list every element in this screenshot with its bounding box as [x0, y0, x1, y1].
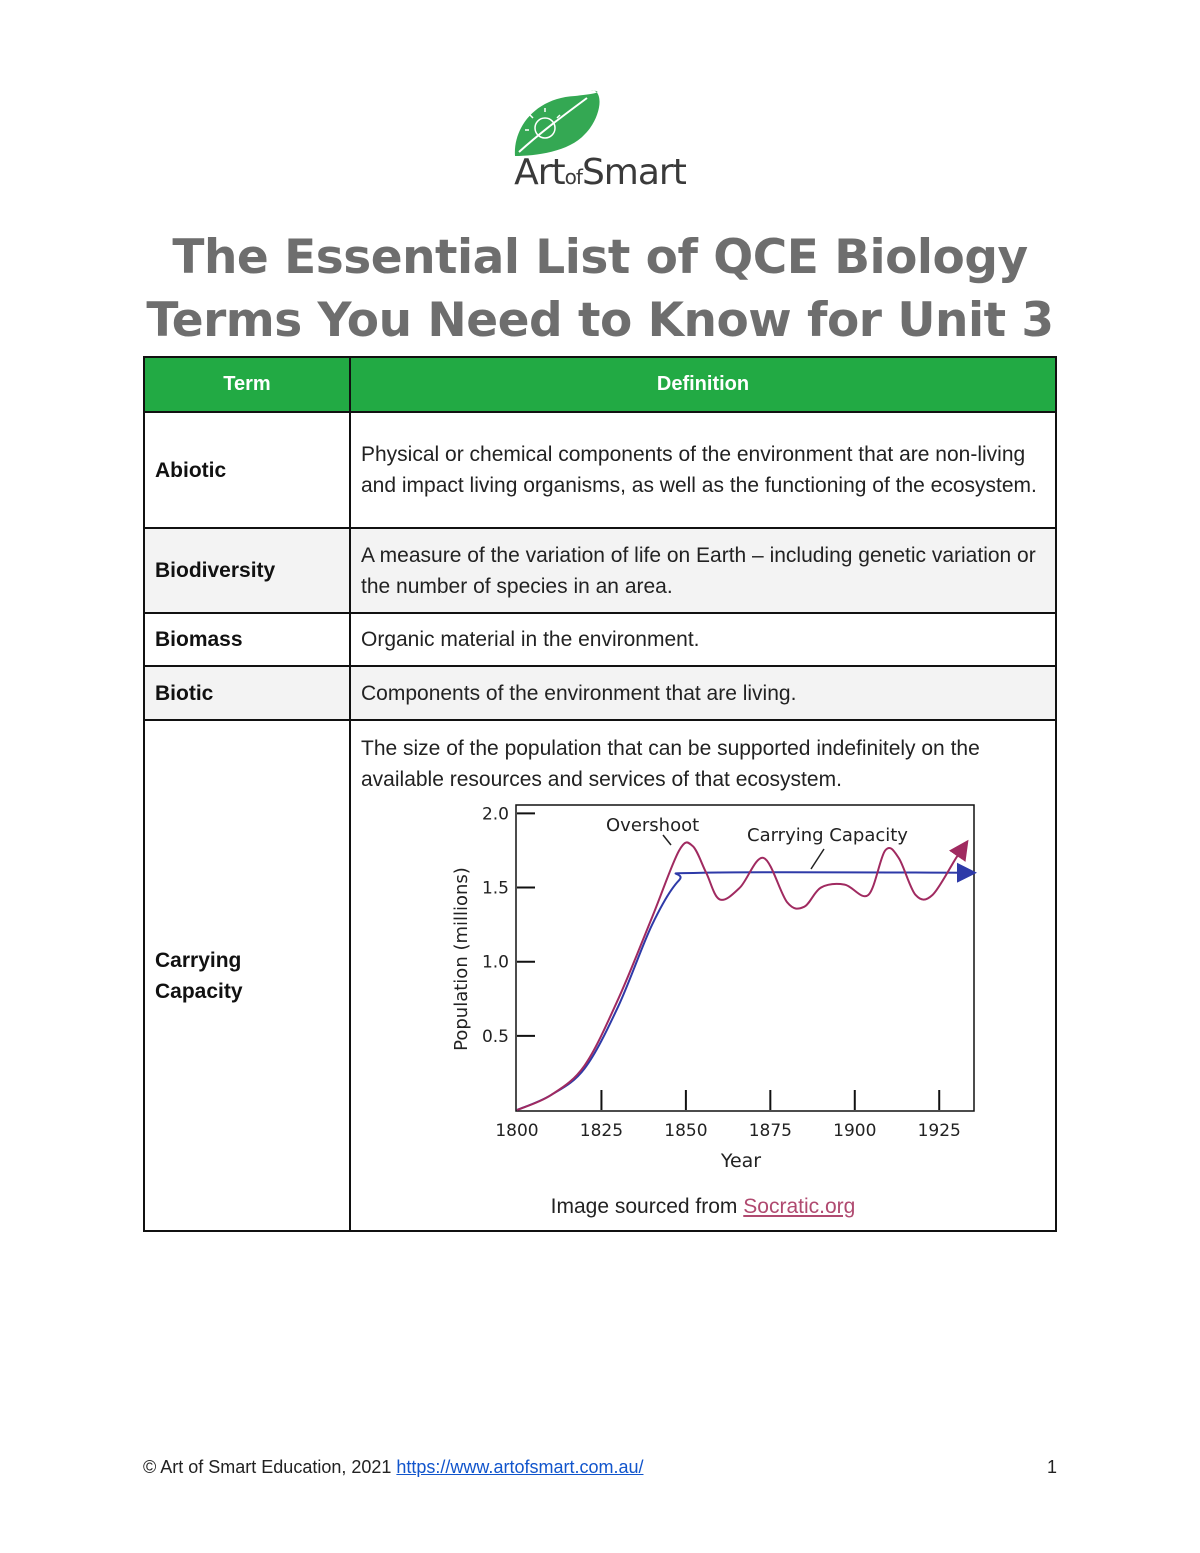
x-axis-label: Year — [720, 1150, 762, 1172]
chart-svg — [431, 799, 991, 1189]
table-row — [144, 720, 1056, 1231]
term-cell: Carrying Capacity — [144, 720, 350, 1231]
image-source: Image sourced from Socratic.org — [550, 1195, 856, 1218]
website-link[interactable]: https://www.artofsmart.com.au/ — [396, 1457, 644, 1477]
annotation-overshoot-pointer — [663, 835, 671, 845]
definition-text: The size of the population that can be supported indefinitely on the available resources and services of that ecosystem. — [361, 737, 980, 791]
annotation-capacity-pointer — [811, 849, 824, 869]
header-term: Term — [144, 357, 350, 412]
carrying-capacity-line — [517, 872, 973, 1110]
table-row — [144, 412, 1056, 528]
carrying-capacity-chart — [431, 799, 991, 1189]
y-axis-label: Population (millions) — [451, 867, 472, 1051]
logo — [505, 88, 695, 198]
annotation-overshoot: Overshoot — [606, 815, 700, 836]
title-line-2: Terms You Need to Know for Unit 3 — [146, 293, 1054, 348]
leaf-icon — [505, 88, 695, 158]
logo-wordmark: ArtofSmart — [514, 152, 686, 193]
term-cell: Biomass — [144, 613, 350, 666]
socratic-link[interactable]: Socratic.org — [743, 1195, 856, 1218]
definition-cell: Physical or chemical components of the environment that are non-living and impact living organisms, as well as the functioning of the ecosystem. — [350, 412, 1056, 528]
x-tick-label: 1825 — [579, 1121, 624, 1141]
header-definition: Definition — [350, 357, 1056, 412]
x-tick-label: 1850 — [664, 1121, 708, 1141]
x-tick-label: 1900 — [833, 1121, 877, 1141]
definition-cell: Organic material in the environment. — [350, 613, 1056, 666]
annotation-carrying-capacity: Carrying Capacity — [747, 825, 908, 846]
footer — [143, 1457, 1057, 1478]
y-tick-label: 0.5 — [481, 1026, 509, 1047]
title-line-1: The Essential List of QCE Biology — [172, 230, 1028, 285]
table-row — [144, 528, 1056, 613]
y-tick-label: 1.0 — [481, 952, 509, 973]
table-row — [144, 666, 1056, 720]
definition-cell: Components of the environment that are living. — [350, 666, 1056, 720]
x-axis-ticks — [495, 1090, 960, 1141]
y-tick-label: 2.0 — [481, 804, 509, 825]
term-cell: Abiotic — [144, 412, 350, 528]
term-cell: Biotic — [144, 666, 350, 720]
copyright-text: © Art of Smart Education, 2021 — [143, 1457, 397, 1477]
y-tick-label: 1.5 — [481, 878, 509, 899]
definition-cell — [350, 720, 1056, 1231]
terms-table — [143, 356, 1057, 1232]
x-tick-label: 1875 — [748, 1121, 792, 1141]
table-header-row — [144, 357, 1056, 412]
table-row — [144, 613, 1056, 666]
page-number: 1 — [1046, 1457, 1057, 1477]
y-axis-ticks — [482, 804, 535, 1046]
page-title — [100, 226, 1100, 352]
definition-cell: A measure of the variation of life on Earth – including genetic variation or the number of species in an area. — [350, 528, 1056, 613]
term-cell: Biodiversity — [144, 528, 350, 613]
x-tick-label: 1925 — [917, 1121, 961, 1141]
x-tick-label: 1800 — [495, 1121, 539, 1141]
